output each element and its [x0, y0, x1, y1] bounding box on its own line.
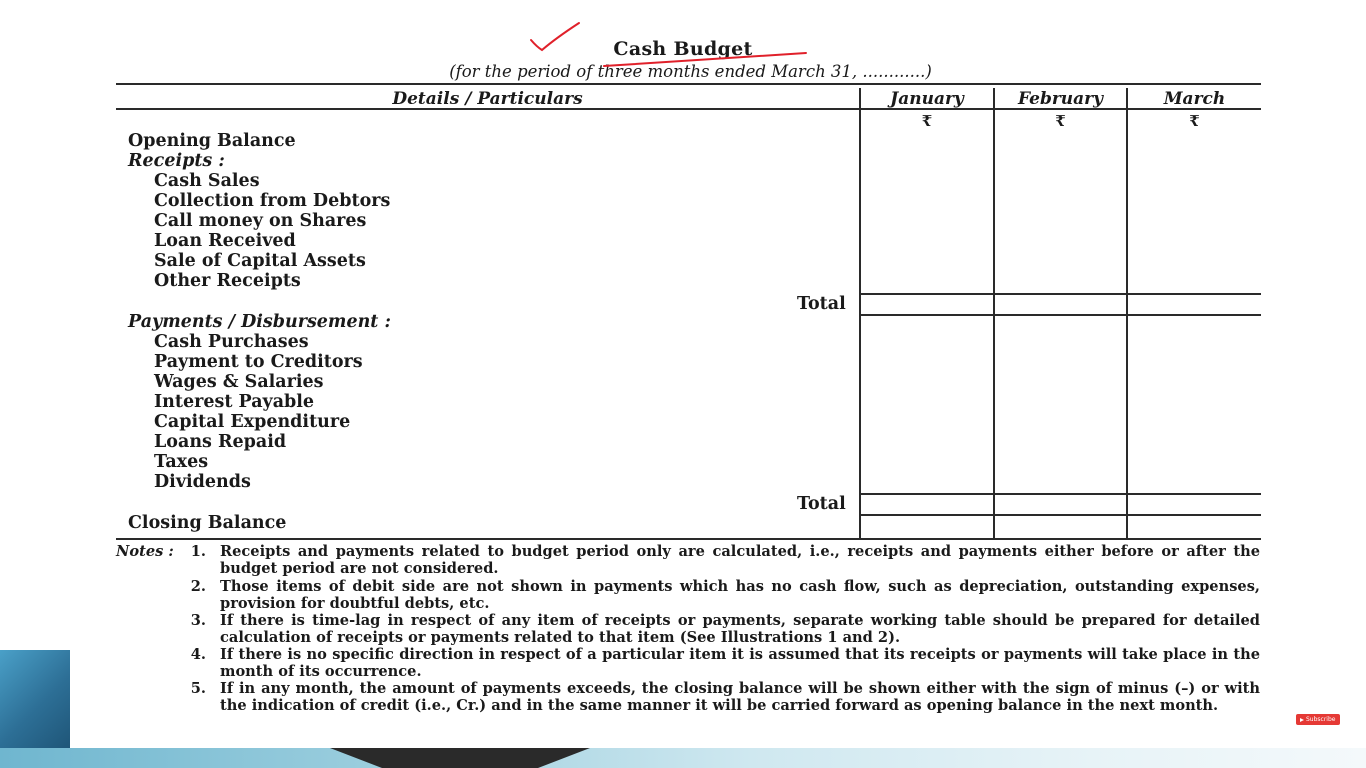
slide-bottom-bar: [0, 748, 1366, 768]
subscribe-label: Subscribe: [1306, 716, 1336, 723]
subscribe-button[interactable]: [1296, 714, 1340, 725]
note-number: 4.: [190, 646, 206, 663]
row-payments-heading: Payments / Disbursement :: [128, 312, 391, 332]
note-number: 1.: [190, 543, 206, 560]
header-march: March: [1163, 89, 1226, 109]
row-other-receipts: Other Receipts: [154, 271, 301, 291]
row-cash-purchases: Cash Purchases: [154, 332, 309, 352]
header-january: January: [890, 89, 964, 109]
row-payment-to-creditors: Payment to Creditors: [154, 352, 363, 372]
row-loan-received: Loan Received: [154, 231, 296, 251]
row-cash-sales: Cash Sales: [154, 171, 260, 191]
row-loans-repaid: Loans Repaid: [154, 432, 287, 452]
note-number: 2.: [190, 578, 206, 595]
header-february: February: [1017, 89, 1103, 109]
table-top-rule: [116, 83, 1261, 85]
row-interest-payable: Interest Payable: [154, 392, 315, 412]
row-receipts-heading: Receipts :: [128, 151, 225, 171]
page-title: Cash Budget: [613, 38, 753, 60]
payments-total-bottom-rule: [859, 514, 1261, 516]
note-text: If there is time-lag in respect of any item of receipts or payments, separate working table should be prepared for detailed calculation of receipts or payments related to that item (See Illustrations 1 and 2).: [220, 612, 1260, 646]
payments-total-label: Total: [797, 494, 846, 514]
header-details: Details / Particulars: [392, 89, 583, 109]
note-text: If there is no specific direction in respect of a particular item it is assumed that its receipts or payments will take place in the month of its occurrence.: [220, 646, 1260, 680]
row-dividends: Dividends: [154, 472, 251, 492]
receipts-total-bottom-rule: [859, 314, 1261, 316]
row-opening-balance: Opening Balance: [128, 131, 296, 151]
receipts-total-label: Total: [797, 294, 846, 314]
note-text: Those items of debit side are not shown in payments which has no cash flow, such as depreciation, outstanding expenses, provision for doubtful debts, etc.: [220, 578, 1260, 612]
row-closing-balance: Closing Balance: [128, 513, 287, 533]
note-number: 5.: [190, 680, 206, 697]
row-capital-expenditure: Capital Expenditure: [154, 412, 351, 432]
row-call-money-on-shares: Call money on Shares: [154, 211, 367, 231]
table-bottom-rule: [116, 538, 1261, 540]
row-wages-salaries: Wages & Salaries: [154, 372, 324, 392]
page-subtitle: (for the period of three months ended March 31, ............): [449, 62, 932, 81]
notes-label: Notes :: [116, 543, 174, 560]
play-icon: [1300, 718, 1304, 722]
row-sale-of-capital-assets: Sale of Capital Assets: [154, 251, 366, 271]
row-collection-from-debtors: Collection from Debtors: [154, 191, 391, 211]
receipts-total-top-rule: [859, 293, 1261, 295]
note-number: 3.: [190, 612, 206, 629]
rupee-march: ₹: [1189, 112, 1200, 130]
row-taxes: Taxes: [154, 452, 209, 472]
rupee-january: ₹: [921, 112, 933, 130]
note-text: Receipts and payments related to budget period only are calculated, i.e., receipts and payments either before or after the budget period are not considered.: [220, 543, 1260, 577]
note-text: If in any month, the amount of payments exceeds, the closing balance will be shown either with the sign of minus (–) or with the indication of credit (i.e., Cr.) and in the same manner it will be carried forward as opening balance in the next month.: [220, 680, 1260, 714]
payments-total-top-rule: [859, 493, 1261, 495]
rupee-february: ₹: [1055, 112, 1066, 130]
